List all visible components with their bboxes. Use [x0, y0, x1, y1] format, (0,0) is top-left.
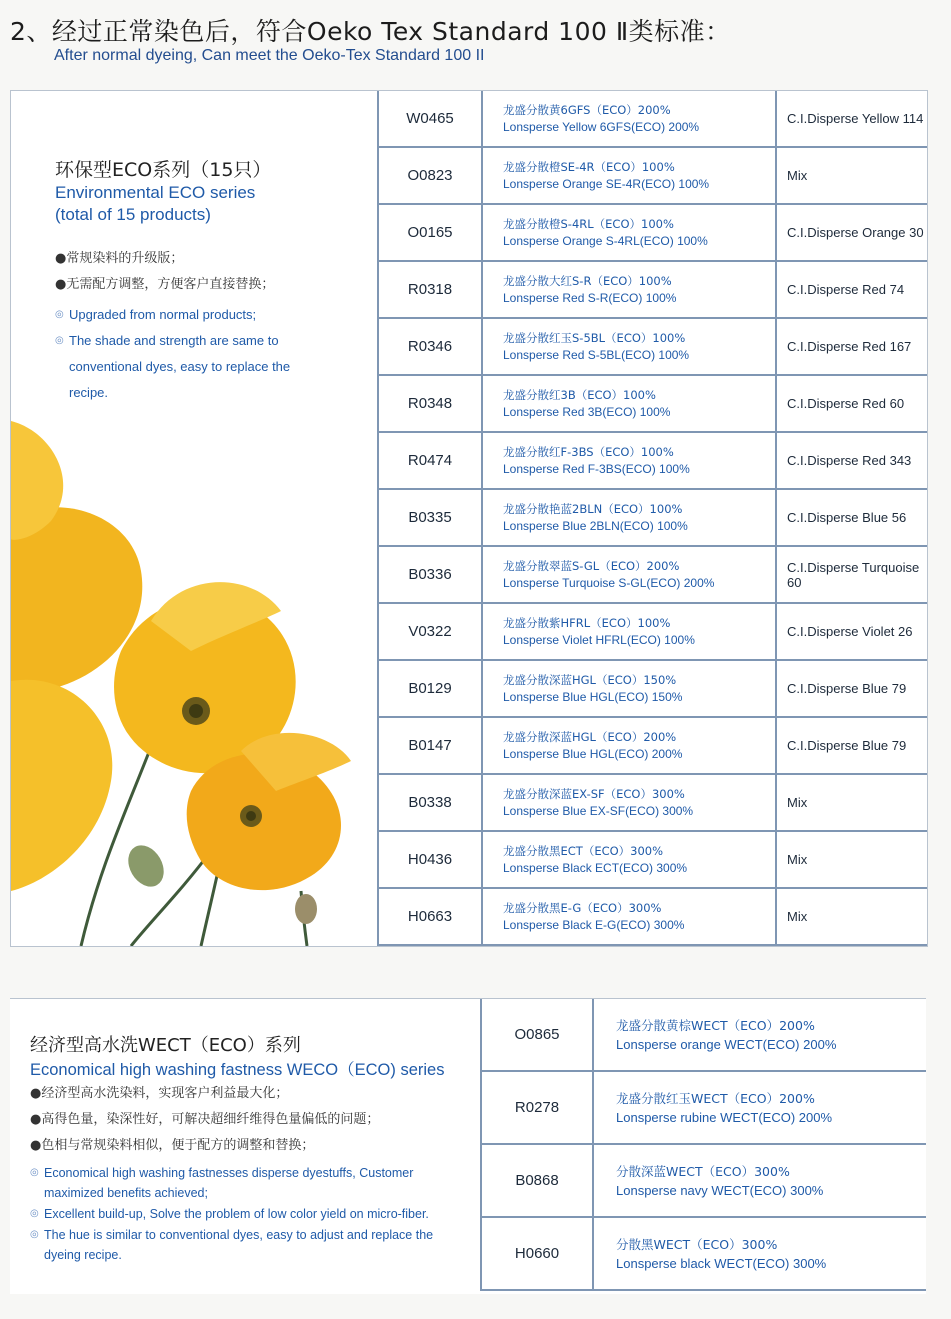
color-index: Mix: [787, 852, 808, 867]
table-row: [377, 718, 927, 775]
ring-bullet-icon: ◎: [30, 1167, 39, 1178]
table-row: [377, 889, 927, 946]
ring-bullet-icon: ◎: [55, 309, 64, 320]
table-row: [377, 376, 927, 433]
product-name-cn: 龙盛分散红玉S-5BL（ECO）100%: [503, 330, 686, 345]
weco-bullet-en: Excellent build-up, Solve the problem of low color yield on micro-fiber.: [44, 1207, 429, 1221]
product-name: [483, 718, 777, 773]
table-row: [377, 604, 927, 661]
weco-bullet-cn: ●色相与常规染料相似，便于配方的调整和替换；: [30, 1138, 315, 1153]
poppy-flower-illustration: [11, 421, 377, 946]
product-code: B0868: [480, 1145, 594, 1216]
table-row: [377, 547, 927, 604]
product-name-en: Lonsperse Red F-3BS(ECO) 100%: [503, 461, 690, 476]
product-code: H0660: [480, 1218, 594, 1289]
weco-title-en: Economical high washing fastness WECO（ECO) series: [30, 1061, 445, 1079]
color-index: C.I.Disperse Yellow 114: [787, 111, 924, 126]
product-code: O0865: [480, 999, 594, 1070]
weco-bullet-en: Economical high washing fastnesses disperse dyestuffs, Customer maximized benefits achieved;: [44, 1166, 414, 1200]
color-index: Mix: [787, 795, 808, 810]
eco-bullet-cn: ●无需配方调整，方便客户直接替换；: [55, 277, 275, 292]
ring-bullet-icon: ◎: [30, 1208, 39, 1219]
table-row: [377, 832, 927, 889]
weco-bullet-cn: ●高得色量，染深性好，可解决超细纤维得色量偏低的问题；: [30, 1112, 380, 1127]
product-name-cn: 分散黑WECT（ECO）300%: [616, 1236, 778, 1252]
product-name: [483, 775, 777, 830]
product-name-cn: 龙盛分散深蓝EX-SF（ECO）300%: [503, 786, 685, 801]
table-row: [377, 91, 927, 148]
eco-bullet-en: The shade and strength are same to conventional dyes, easy to replace the recipe.: [69, 333, 291, 400]
product-code: R0474: [377, 433, 483, 488]
color-index: C.I.Disperse Blue 79: [787, 681, 907, 696]
table-row: [377, 319, 927, 376]
product-name: [483, 547, 777, 602]
product-name: [594, 1218, 926, 1289]
weco-bullets-en: [30, 1163, 470, 1266]
product-name: [594, 1145, 926, 1216]
color-index: C.I.Disperse Violet 26: [787, 624, 913, 639]
eco-bullets-en: [55, 302, 305, 406]
product-name: [483, 889, 777, 944]
product-code: B0338: [377, 775, 483, 830]
ring-bullet-icon: ◎: [30, 1229, 39, 1240]
weco-bullet-en: The hue is similar to conventional dyes, easy to adjust and replace the dyeing recipe.: [44, 1228, 434, 1262]
color-index: C.I.Disperse Red 74: [787, 282, 905, 297]
product-code: R0318: [377, 262, 483, 317]
table-row: [377, 661, 927, 718]
product-name-en: Lonsperse Orange SE-4R(ECO) 100%: [503, 176, 710, 191]
product-name-en: Lonsperse rubine WECT(ECO) 200%: [616, 1109, 833, 1125]
weco-series-section: [10, 998, 926, 1294]
table-row: [480, 1072, 926, 1145]
product-name-cn: 龙盛分散紫HFRL（ECO）100%: [503, 615, 671, 630]
eco-title-en-line2: (total of 15 products): [55, 205, 211, 224]
weco-title-cn: 经济型高水洗WECT（ECO）系列: [30, 1035, 301, 1056]
product-name-cn: 龙盛分散红3B（ECO）100%: [503, 387, 656, 402]
eco-title-en-line1: Environmental ECO series: [55, 183, 256, 202]
product-code: B0336: [377, 547, 483, 602]
product-name-cn: 分散深蓝WECT（ECO）300%: [616, 1163, 790, 1179]
product-name-en: Lonsperse orange WECT(ECO) 200%: [616, 1036, 837, 1052]
product-name-cn: 龙盛分散黑E-G（ECO）300%: [503, 900, 662, 915]
color-index: C.I.Disperse Red 167: [787, 339, 912, 354]
product-name-en: Lonsperse Black E-G(ECO) 300%: [503, 917, 685, 932]
eco-bullet-en: Upgraded from normal products;: [69, 307, 257, 322]
product-name: [483, 262, 777, 317]
product-name: [483, 148, 777, 203]
product-code: R0346: [377, 319, 483, 374]
product-name-en: Lonsperse Blue HGL(ECO) 200%: [503, 746, 683, 761]
product-name-cn: 龙盛分散翠蓝S-GL（ECO）200%: [503, 558, 680, 573]
product-name-cn: 龙盛分散橙S-4RL（ECO）100%: [503, 216, 674, 231]
product-name-en: Lonsperse Blue HGL(ECO) 150%: [503, 689, 683, 704]
weco-bullets-cn: [30, 1081, 379, 1159]
product-name-cn: 龙盛分散大红S-R（ECO）100%: [503, 273, 672, 288]
eco-product-table: [377, 91, 927, 946]
table-row: [480, 1218, 926, 1291]
table-row: [377, 433, 927, 490]
product-name-en: Lonsperse Orange S-4RL(ECO) 100%: [503, 233, 708, 248]
product-code: B0335: [377, 490, 483, 545]
product-name-en: Lonsperse Black ECT(ECO) 300%: [503, 860, 688, 875]
table-row: [480, 1145, 926, 1218]
eco-bullets-cn: [55, 246, 274, 298]
table-row: [377, 775, 927, 832]
product-name-cn: 龙盛分散橙SE-4R（ECO）100%: [503, 159, 675, 174]
color-index: C.I.Disperse Red 60: [787, 396, 905, 411]
product-name-cn: 龙盛分散深蓝HGL（ECO）150%: [503, 672, 677, 687]
product-code: V0322: [377, 604, 483, 659]
product-name: [483, 91, 777, 146]
color-index: Mix: [787, 168, 808, 183]
product-code: H0436: [377, 832, 483, 887]
product-name-cn: 龙盛分散艳蓝2BLN（ECO）100%: [503, 501, 683, 516]
weco-product-table: [480, 999, 926, 1294]
product-name-cn: 龙盛分散黑ECT（ECO）300%: [503, 843, 664, 858]
product-code: R0278: [480, 1072, 594, 1143]
eco-bullet-cn: ●常规染料的升级版；: [55, 251, 184, 266]
color-index: C.I.Disperse Blue 79: [787, 738, 907, 753]
color-index: C.I.Disperse Blue 56: [787, 510, 907, 525]
product-code: H0663: [377, 889, 483, 944]
product-name-cn: 龙盛分散黄棕WECT（ECO）200%: [616, 1017, 815, 1033]
product-name-en: Lonsperse navy WECT(ECO) 300%: [616, 1182, 824, 1198]
product-code: B0129: [377, 661, 483, 716]
product-name: [594, 1072, 926, 1143]
weco-bullet-cn: ●经济型高水洗染料，实现客户利益最大化；: [30, 1086, 289, 1101]
product-name-en: Lonsperse Yellow 6GFS(ECO) 200%: [503, 119, 700, 134]
color-index: Mix: [787, 909, 808, 924]
eco-title-en: [55, 182, 355, 226]
product-name-cn: 龙盛分散黄6GFS（ECO）200%: [503, 102, 671, 117]
table-row: [377, 205, 927, 262]
product-name-en: Lonsperse Red 3B(ECO) 100%: [503, 404, 671, 419]
product-name: [483, 205, 777, 260]
product-name: [483, 319, 777, 374]
product-code: O0823: [377, 148, 483, 203]
product-name: [483, 433, 777, 488]
product-name: [483, 376, 777, 431]
product-name: [594, 999, 926, 1070]
product-name-en: Lonsperse Violet HFRL(ECO) 100%: [503, 632, 695, 647]
product-name: [483, 832, 777, 887]
product-name-en: Lonsperse Blue 2BLN(ECO) 100%: [503, 518, 688, 533]
table-row: [480, 999, 926, 1072]
product-name-en: Lonsperse Red S-5BL(ECO) 100%: [503, 347, 690, 362]
product-code: B0147: [377, 718, 483, 773]
product-name-cn: 龙盛分散红玉WECT（ECO）200%: [616, 1090, 815, 1106]
product-code: O0165: [377, 205, 483, 260]
product-name-en: Lonsperse Red S-R(ECO) 100%: [503, 290, 677, 305]
ring-bullet-icon: ◎: [55, 335, 64, 346]
page-heading-en: After normal dyeing, Can meet the Oeko-Tex Standard 100 II: [54, 47, 485, 64]
table-row: [377, 148, 927, 205]
color-index: C.I.Disperse Red 343: [787, 453, 912, 468]
product-name: [483, 490, 777, 545]
page-heading-cn: 2、经过正常染色后，符合Oeko Tex Standard 100 Ⅱ类标准：: [10, 17, 731, 46]
eco-series-description: [11, 91, 377, 946]
product-code: W0465: [377, 91, 483, 146]
color-index: C.I.Disperse Orange 30: [787, 225, 924, 240]
table-row: [377, 262, 927, 319]
product-name: [483, 604, 777, 659]
product-name-en: Lonsperse Blue EX-SF(ECO) 300%: [503, 803, 694, 818]
eco-title-cn: 环保型ECO系列（15只）: [55, 159, 272, 181]
product-code: R0348: [377, 376, 483, 431]
color-index: C.I.Disperse Turquoise 60: [787, 559, 920, 590]
table-row: [377, 490, 927, 547]
eco-series-section: [10, 90, 928, 947]
product-name-cn: 龙盛分散深蓝HGL（ECO）200%: [503, 729, 677, 744]
product-name-cn: 龙盛分散红F-3BS（ECO）100%: [503, 444, 674, 459]
product-name: [483, 661, 777, 716]
product-name-en: Lonsperse Turquoise S-GL(ECO) 200%: [503, 575, 715, 590]
product-name-en: Lonsperse black WECT(ECO) 300%: [616, 1255, 827, 1271]
